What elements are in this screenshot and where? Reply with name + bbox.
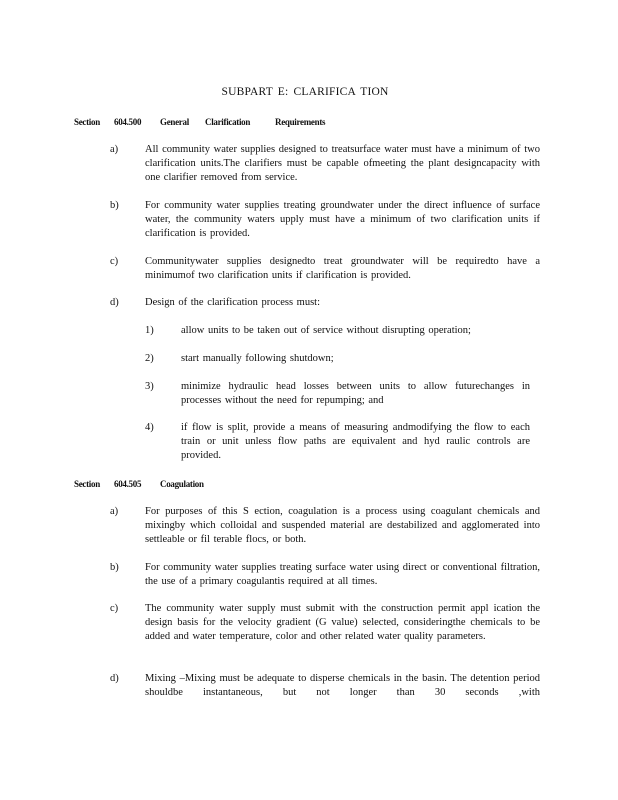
item-text: The community water supply must submit with the construction permit appl ication the design basis for the velocity gradient (G value) selected, consideringthe chemicals to be added and water temperature, color and other related water quality parameters.: [145, 603, 540, 642]
item-marker: a): [110, 144, 119, 155]
item-marker: b): [110, 200, 119, 211]
section-label: Section: [74, 117, 100, 127]
subitem-marker: 4): [145, 422, 154, 433]
item-marker: a): [110, 506, 119, 517]
item-marker: c): [110, 603, 119, 614]
item-marker: d): [110, 297, 119, 308]
subitem-text: if flow is split, provide a means of measuring andmodifying the flow to each train or unit unless flow paths are equivalent and hyd raulic controls are provided.: [181, 422, 530, 461]
subitem-text: minimize hydraulic head losses between units to allow futurechanges in processes without the need for repumping; and: [181, 381, 530, 406]
section-number: 604.500: [114, 117, 142, 127]
item-text: Communitywater supplies designedto treat groundwater will be requiredto have a minimumof two clarification units if clarification is provided.: [145, 256, 540, 281]
subitem-text: allow units to be taken out of service without disrupting operation;: [181, 325, 471, 336]
item-text: For purposes of this S ection, coagulation is a process using coagulant chemicals and mixingby which colloidal and suspended material are destabilized and agglomerated into settleable or fil terable flocs, or both.: [145, 506, 540, 545]
item-text: For community water supplies treating surface water using direct or conventional filtration, the use of a primary coagulantis required at all times.: [145, 562, 540, 587]
item-text: Mixing –Mixing must be adequate to disperse chemicals in the basin. The detention period shouldbe instantaneous, but not longer than 30 seconds ,with: [145, 673, 540, 698]
subpart-title: SUBPART E: CLARIFICA TION: [221, 86, 389, 98]
section-title-word: Coagulation: [160, 479, 204, 489]
section-heading-604-500: [74, 117, 325, 127]
item-marker: b): [110, 562, 119, 573]
section-number: 604.505: [114, 479, 142, 489]
subitem-marker: 2): [145, 353, 154, 364]
subitem-marker: 3): [145, 381, 154, 392]
section-title-word: General: [160, 117, 189, 127]
section-label: Section: [74, 479, 100, 489]
item-marker: d): [110, 673, 119, 684]
section-title-word: Requirements: [275, 117, 326, 127]
subitem-text: start manually following shutdown;: [181, 353, 334, 364]
section-title-word: Clarification: [205, 117, 251, 127]
item-text: Design of the clarification process must:: [145, 297, 320, 308]
item-marker: c): [110, 256, 119, 267]
item-text: All community water supplies designed to treatsurface water must have a minimum of two clarification units.The clarifiers must be capable ofmeeting the plant designcapacity with one clarifier removed from service.: [145, 144, 540, 183]
item-text: For community water supplies treating groundwater under the direct influence of surface water, the community waters upply must have a minimum of two clarification units if clarification is provided.: [145, 200, 540, 239]
section-heading-604-505: [74, 479, 204, 489]
subitem-marker: 1): [145, 325, 154, 336]
